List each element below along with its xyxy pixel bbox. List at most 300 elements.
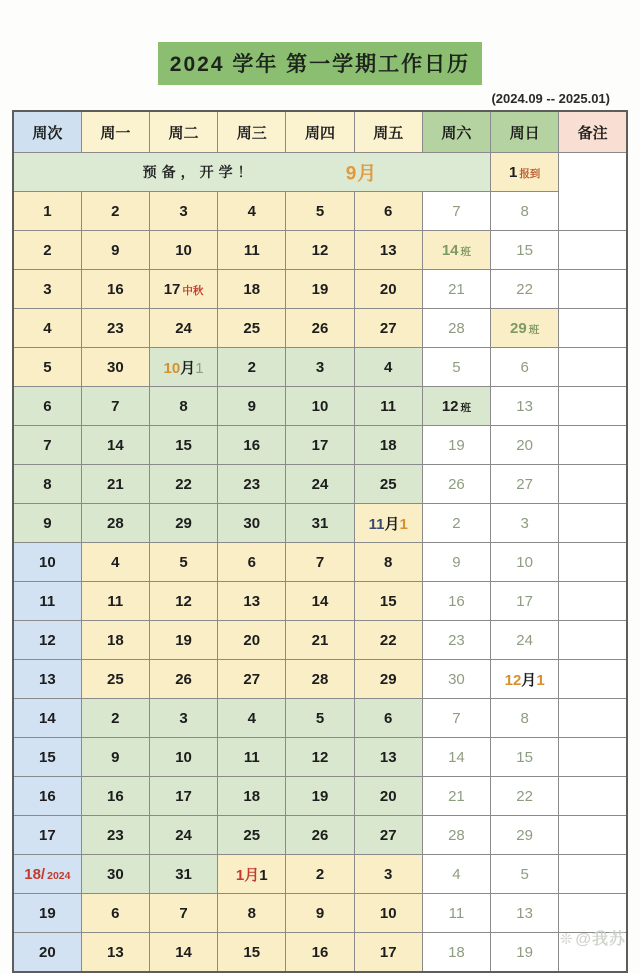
cell-text: 19 [516, 943, 533, 961]
day-cell [81, 816, 149, 855]
note-cell [559, 504, 627, 543]
cell-text: 7 [315, 553, 325, 571]
cell-text: 27 [516, 475, 533, 493]
table-row [13, 894, 627, 933]
cell-text: 16 [106, 787, 124, 805]
cell-text: 30 [106, 865, 124, 883]
cell-text: 8 [520, 202, 529, 220]
day-cell [354, 816, 422, 855]
column-header: 周五 [354, 111, 422, 153]
cell-text: 21 [448, 787, 465, 805]
cell-text: 27 [243, 670, 261, 688]
day-cell [422, 192, 490, 231]
day-cell [286, 699, 354, 738]
watermark-label: @我苏 [575, 931, 626, 948]
day-cell [286, 192, 354, 231]
note-cell [559, 231, 627, 270]
day-cell [422, 933, 490, 973]
day-cell [81, 738, 149, 777]
table-row [13, 387, 627, 426]
day-cell [491, 894, 559, 933]
cell-text: 9 [247, 397, 256, 415]
day-cell [491, 582, 559, 621]
day-cell [354, 933, 422, 973]
cell-text: 11 [368, 515, 385, 533]
cell-text: 11 [243, 241, 260, 259]
banner-label: 预备，开学！ [142, 164, 257, 180]
cell-text: 3 [43, 280, 52, 298]
cell-text: 26 [311, 319, 329, 337]
day-cell [81, 894, 149, 933]
cell-text: 9 [315, 904, 325, 922]
note-cell [559, 348, 627, 387]
calendar-table [12, 110, 628, 973]
cell-text: 25 [243, 319, 261, 337]
cell-text: 5 [179, 553, 188, 571]
day-cell [491, 933, 559, 973]
cell-text: 18 [106, 631, 124, 649]
day-cell [81, 855, 149, 894]
watermark [560, 926, 626, 949]
cell-text: 6 [43, 397, 52, 415]
cell-text: 2 [247, 358, 256, 376]
column-header: 周六 [422, 111, 490, 153]
week-number-cell [13, 309, 81, 348]
wosu-logo-icon: ❊ [559, 931, 574, 948]
cell-text: 16 [106, 280, 124, 298]
day-cell [218, 816, 286, 855]
cell-text: 5 [520, 865, 529, 883]
cell-text: 31 [311, 514, 329, 532]
day-cell [218, 933, 286, 973]
column-header: 周日 [491, 111, 559, 153]
day-cell [286, 309, 354, 348]
cell-text: 1 [508, 163, 518, 181]
day-cell [422, 660, 490, 699]
cell-text: 10 [311, 397, 329, 415]
table-row [13, 621, 627, 660]
cell-text: 12 [441, 397, 459, 415]
cell-text: 13 [39, 670, 56, 688]
cell-text: 8 [520, 709, 529, 727]
day-cell [81, 582, 149, 621]
cell-text: 10 [163, 359, 181, 377]
cell-text: 25 [106, 670, 124, 688]
cell-text: 4 [247, 709, 256, 727]
day-cell [286, 231, 354, 270]
cell-text: 12 [504, 671, 522, 689]
cell-text: 19 [175, 631, 192, 649]
table-row [13, 777, 627, 816]
note-cell [559, 153, 627, 231]
cell-text: 6 [520, 358, 529, 376]
cell-text: 报到 [519, 167, 541, 180]
cell-text: 22 [379, 631, 397, 649]
note-cell [559, 699, 627, 738]
cell-text: 4 [247, 202, 256, 220]
day-cell [149, 894, 217, 933]
day-cell [149, 621, 217, 660]
cell-text: 24 [311, 475, 329, 493]
cell-text: 20 [516, 436, 533, 454]
week-number-cell [13, 387, 81, 426]
cell-text: 6 [384, 202, 393, 220]
cell-text: 21 [311, 631, 329, 649]
cell-text: 27 [379, 319, 397, 337]
cell-text: 23 [106, 826, 124, 844]
day-cell [218, 777, 286, 816]
cell-text: 11 [39, 592, 56, 610]
cell-text: 15 [243, 943, 261, 961]
cell-text: 13 [379, 241, 397, 259]
cell-text: 20 [39, 943, 56, 961]
day-cell [81, 426, 149, 465]
day-cell [491, 231, 559, 270]
day-cell [286, 270, 354, 309]
cell-text: 17 [311, 436, 329, 454]
note-cell [559, 465, 627, 504]
day-cell [149, 933, 217, 973]
cell-text: 19 [311, 280, 329, 298]
day-cell [218, 270, 286, 309]
day-cell [422, 309, 490, 348]
day-cell [149, 348, 217, 387]
cell-text: 11 [243, 748, 260, 766]
column-header: 备注 [559, 111, 627, 153]
cell-text: 14 [106, 436, 124, 454]
cell-text: 9 [111, 241, 120, 259]
day-cell [81, 699, 149, 738]
week-number-cell [13, 933, 81, 973]
table-row [13, 465, 627, 504]
cell-text: 月 [180, 359, 196, 377]
note-cell [559, 621, 627, 660]
table-row [13, 933, 627, 973]
day-cell [491, 192, 559, 231]
cell-text: 4 [452, 865, 461, 883]
cell-text: 25 [243, 826, 261, 844]
cell-text: 13 [516, 904, 533, 922]
day-cell [422, 777, 490, 816]
day-cell [218, 465, 286, 504]
cell-text: 15 [516, 748, 533, 766]
cell-text: 18 [243, 787, 261, 805]
note-cell [559, 387, 627, 426]
cell-text: 13 [379, 748, 397, 766]
day-cell [81, 387, 149, 426]
cell-text: 6 [247, 553, 256, 571]
cell-text: 30 [243, 514, 261, 532]
cell-text: 25 [379, 475, 397, 493]
cell-text: 30 [106, 358, 124, 376]
week-number-cell [13, 543, 81, 582]
cell-text: 7 [43, 436, 52, 454]
cell-text: 28 [311, 670, 329, 688]
cell-text: 12 [175, 592, 192, 610]
cell-text: 5 [315, 709, 325, 727]
day-cell [218, 660, 286, 699]
day-cell [354, 192, 422, 231]
note-cell [559, 855, 627, 894]
day-cell [286, 387, 354, 426]
day-cell [354, 777, 422, 816]
day-cell [286, 855, 354, 894]
table-row [13, 426, 627, 465]
cell-text: 19 [311, 787, 329, 805]
cell-text: 4 [43, 319, 52, 337]
day-cell [81, 309, 149, 348]
cell-text: 23 [448, 631, 465, 649]
note-cell [559, 660, 627, 699]
day-cell [354, 699, 422, 738]
day-cell [81, 621, 149, 660]
day-cell [491, 855, 559, 894]
day-cell [81, 231, 149, 270]
cell-text: 17 [379, 943, 397, 961]
cell-text: 10 [379, 904, 397, 922]
day-cell [491, 309, 559, 348]
day-cell [491, 738, 559, 777]
cell-text: 1 [399, 515, 408, 533]
day-cell [149, 660, 217, 699]
cell-text: 7 [452, 202, 461, 220]
day-cell [149, 582, 217, 621]
banner-month: 9月 [345, 163, 378, 185]
week-number-cell [13, 504, 81, 543]
cell-text: 8 [247, 904, 256, 922]
cell-text: 12 [311, 748, 329, 766]
cell-text: 12 [39, 631, 56, 649]
cell-text: 22 [516, 787, 533, 805]
day-cell [286, 348, 354, 387]
month-banner-row [13, 153, 627, 192]
cell-text: 23 [106, 319, 124, 337]
note-cell [559, 777, 627, 816]
day-cell [218, 231, 286, 270]
cell-text: 18 [379, 436, 397, 454]
month-banner [13, 153, 491, 192]
table-row [13, 660, 627, 699]
day-cell [149, 504, 217, 543]
day-cell [422, 699, 490, 738]
day-cell [422, 426, 490, 465]
cell-text: 11 [448, 904, 465, 922]
cell-text: 13 [243, 592, 261, 610]
day-cell [218, 192, 286, 231]
day-cell [422, 582, 490, 621]
day-cell [286, 738, 354, 777]
cell-text: 24 [175, 319, 192, 337]
day-cell [218, 387, 286, 426]
cell-text: 7 [452, 709, 461, 727]
cell-text: 16 [311, 943, 329, 961]
day-cell [422, 504, 490, 543]
day-cell [218, 426, 286, 465]
cell-text: 26 [175, 670, 192, 688]
cell-text: 28 [448, 319, 465, 337]
day-cell [491, 153, 559, 192]
cell-text: 9 [111, 748, 120, 766]
cell-text: 16 [448, 592, 465, 610]
cell-text: 6 [384, 709, 393, 727]
week-number-cell [13, 192, 81, 231]
cell-text: 14 [175, 943, 192, 961]
day-cell [81, 192, 149, 231]
day-cell [354, 270, 422, 309]
day-cell [218, 543, 286, 582]
cell-text: 15 [379, 592, 397, 610]
day-cell [422, 543, 490, 582]
day-cell [149, 543, 217, 582]
cell-text: 16 [39, 787, 56, 805]
day-cell [218, 738, 286, 777]
day-cell [218, 699, 286, 738]
day-cell [354, 855, 422, 894]
day-cell [354, 309, 422, 348]
cell-text: 11 [380, 397, 397, 415]
cell-text: 2 [452, 514, 461, 532]
cell-text: 20 [379, 787, 397, 805]
cell-text: 1 [259, 866, 268, 884]
cell-text: 17 [163, 280, 181, 298]
day-cell [491, 816, 559, 855]
day-cell [422, 231, 490, 270]
day-cell [149, 816, 217, 855]
cell-text: 20 [243, 631, 261, 649]
cell-text: 8 [43, 475, 52, 493]
cell-text: 3 [179, 202, 188, 220]
day-cell [354, 348, 422, 387]
cell-text: 班 [460, 401, 472, 414]
day-cell [491, 270, 559, 309]
week-number-cell [13, 348, 81, 387]
cell-text: 31 [175, 865, 192, 883]
cell-text: 22 [516, 280, 533, 298]
day-cell [354, 504, 422, 543]
cell-text: 8 [384, 553, 393, 571]
cell-text: 5 [315, 202, 325, 220]
day-cell [286, 582, 354, 621]
week-number-cell [13, 660, 81, 699]
week-number-cell [13, 582, 81, 621]
day-cell [354, 621, 422, 660]
cell-text: 5 [452, 358, 461, 376]
day-cell [149, 231, 217, 270]
cell-text: 15 [175, 436, 192, 454]
cell-text: 2 [315, 865, 325, 883]
cell-text: 19 [448, 436, 465, 454]
day-cell [218, 348, 286, 387]
day-cell [81, 465, 149, 504]
day-cell [81, 270, 149, 309]
day-cell [286, 426, 354, 465]
cell-text: 班 [460, 245, 472, 258]
day-cell [81, 933, 149, 973]
day-cell [491, 543, 559, 582]
day-cell [491, 621, 559, 660]
day-cell [491, 660, 559, 699]
day-cell [422, 738, 490, 777]
table-row [13, 738, 627, 777]
cell-text: 26 [311, 826, 329, 844]
week-number-cell [13, 270, 81, 309]
cell-text: 7 [111, 397, 120, 415]
day-cell [149, 270, 217, 309]
day-cell [218, 504, 286, 543]
title-bar [0, 0, 640, 85]
cell-text: 月 [384, 515, 400, 533]
cell-text: 12 [311, 241, 329, 259]
day-cell [491, 777, 559, 816]
day-cell [422, 387, 490, 426]
cell-text: 14 [39, 709, 56, 727]
day-cell [81, 348, 149, 387]
column-header: 周四 [286, 111, 354, 153]
cell-text: 18 [448, 943, 465, 961]
cell-text: 20 [379, 280, 397, 298]
cell-text: 4 [384, 358, 393, 376]
cell-text: 18/ [24, 865, 46, 883]
day-cell [422, 348, 490, 387]
day-cell [286, 894, 354, 933]
note-cell [559, 270, 627, 309]
day-cell [491, 504, 559, 543]
week-number-cell [13, 738, 81, 777]
cell-text: 1 [536, 671, 545, 689]
cell-text: 13 [516, 397, 533, 415]
day-cell [286, 816, 354, 855]
day-cell [149, 309, 217, 348]
date-range: (2024.09 -- 2025.01) [491, 91, 610, 106]
week-number-cell [13, 231, 81, 270]
cell-text: 11 [107, 592, 124, 610]
day-cell [286, 504, 354, 543]
day-cell [149, 426, 217, 465]
day-cell [491, 348, 559, 387]
cell-text: 10 [516, 553, 533, 571]
day-cell [149, 465, 217, 504]
day-cell [354, 543, 422, 582]
day-cell [354, 582, 422, 621]
day-cell [218, 621, 286, 660]
day-cell [149, 699, 217, 738]
cell-text: 6 [111, 904, 120, 922]
day-cell [286, 543, 354, 582]
table-row [13, 816, 627, 855]
day-cell [422, 894, 490, 933]
cell-text: 24 [516, 631, 533, 649]
day-cell [81, 504, 149, 543]
table-row [13, 543, 627, 582]
day-cell [286, 621, 354, 660]
column-header: 周一 [81, 111, 149, 153]
cell-text: 3 [520, 514, 529, 532]
day-cell [354, 387, 422, 426]
day-cell [354, 738, 422, 777]
day-cell [286, 777, 354, 816]
day-cell [286, 660, 354, 699]
cell-text: 29 [510, 319, 527, 337]
cell-text: 18 [243, 280, 261, 298]
cell-text: 9 [43, 514, 52, 532]
day-cell [149, 738, 217, 777]
cell-text: 28 [106, 514, 124, 532]
cell-text: 8 [179, 397, 188, 415]
cell-text: 2024 [47, 869, 71, 882]
cell-text: 16 [243, 436, 261, 454]
day-cell [354, 231, 422, 270]
day-cell [81, 543, 149, 582]
